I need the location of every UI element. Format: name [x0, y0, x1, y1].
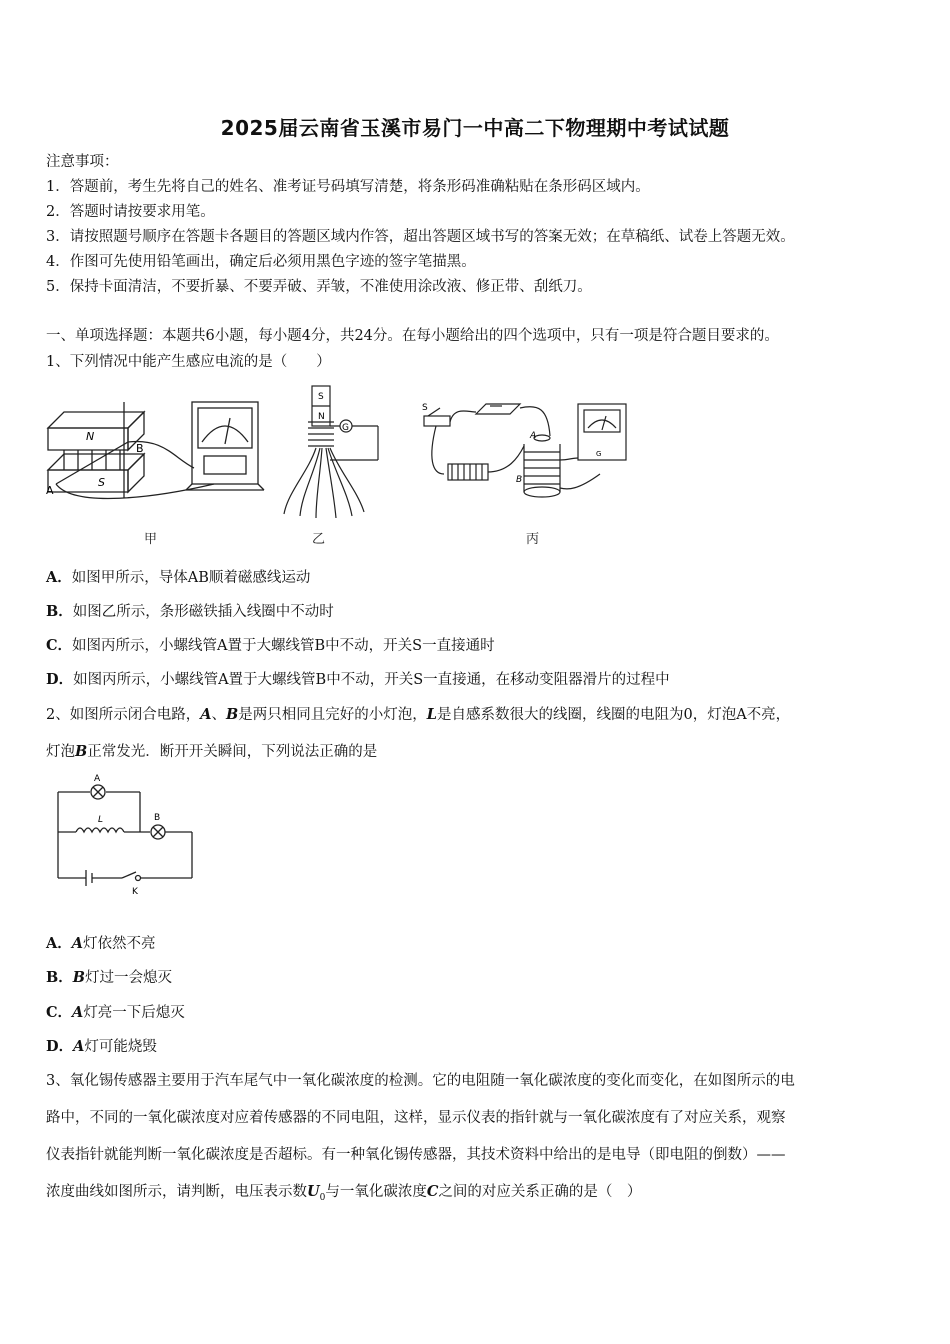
q2-option-d: [46, 1037, 157, 1057]
page-title: 2025届云南省玉溪市易门一中高二下物理期中考试试题: [220, 116, 730, 140]
stem-text: 是自感系数很大的线圈，线圈的电阻为0，灯泡A不亮，: [436, 707, 791, 723]
label-S: S: [422, 403, 428, 413]
question-2-stem-line1: [46, 705, 790, 725]
notice-item: 4．作图可先使用铅笔画出，确定后必须用黑色字迹的签字笔描黑。: [46, 254, 476, 270]
stem-text: 2、如图所示闭合电路，: [46, 707, 201, 723]
option-var: A: [71, 935, 84, 952]
var-L: L: [426, 706, 437, 723]
section-heading: 一、单项选择题：本题共6小题，每小题4分，共24分。在每小题给出的四个选项中，只有一项是符合题目要求的。: [46, 328, 779, 344]
notice-item: 5．保持卡面清洁，不要折暴、不要弄破、弄皱，不准使用涂改液、修正带、刮纸刀。: [46, 279, 592, 295]
option-var: A: [73, 1038, 85, 1055]
question-1-stem: 1、下列情况中能产生感应电流的是（ ）: [46, 354, 331, 370]
figure-jia-magnet-galvanometer: [44, 398, 274, 526]
option-letter: A．: [46, 569, 72, 586]
option-letter: B．: [46, 603, 73, 620]
question-3-line1: 3、氧化锡传感器主要用于汽车尾气中一氧化碳浓度的检测。它的电阻随一氧化碳浓度的变化而变化，在如图所示的电: [46, 1073, 795, 1089]
label-A: A: [46, 484, 54, 497]
option-text: 灯可能烧毁: [84, 1039, 157, 1055]
option-text: 如图甲所示，导体AB顺着磁感线运动: [71, 570, 311, 586]
option-text: 灯过一会熄灭: [85, 970, 173, 986]
notice-heading: 注意事项：: [46, 154, 119, 170]
stem-text: 与一氧化碳浓度: [325, 1184, 427, 1200]
label-L: L: [98, 815, 104, 825]
var-B: B: [226, 706, 239, 723]
notice-item: 1．答题前，考生先将自己的姓名、准考证号码填写清楚，将条形码准确粘贴在条形码区域内。: [46, 179, 650, 195]
option-text: 如图丙所示，小螺线管A置于大螺线管B中不动，开关S一直接通，在移动变阻器滑片的过程中: [73, 672, 670, 688]
label-B: B: [154, 813, 161, 823]
label-S: S: [98, 476, 105, 489]
option-letter: C．: [46, 637, 73, 654]
stem-text: 正常发光．断开开关瞬间，下列说法正确的是: [87, 744, 378, 760]
option-letter: B．: [46, 969, 73, 986]
q1-option-a: [46, 568, 310, 588]
question-3-line4: [46, 1182, 641, 1208]
stem-text: 之间的对应关系正确的是（ ）: [438, 1184, 642, 1200]
var-C: C: [426, 1183, 439, 1200]
option-text: 如图乙所示，条形磁铁插入线圈中不动时: [72, 604, 334, 620]
q2-option-b: [46, 968, 172, 988]
option-text: 灯亮一下后熄灭: [83, 1005, 185, 1021]
q2-option-a: [46, 934, 156, 954]
option-letter: D．: [46, 671, 74, 688]
figure-bing-solenoids-circuit: [418, 398, 638, 504]
option-text: 如图丙所示，小螺线管A置于大螺线管B中不动，开关S一直接通时: [72, 638, 495, 654]
label-B: B: [136, 442, 144, 455]
option-letter: C．: [46, 1004, 73, 1021]
label-N: N: [318, 412, 325, 422]
question-2-stem-line2: [46, 742, 377, 762]
figure-q2-circuit: [46, 772, 206, 896]
label-K: K: [132, 887, 138, 896]
label-G: G: [342, 423, 349, 433]
stem-text: 浓度曲线如图所示，请判断，电压表示数: [46, 1184, 307, 1200]
q1-option-d: [46, 670, 670, 690]
caption-bing: 丙: [526, 532, 540, 547]
option-var: A: [72, 1004, 84, 1021]
caption-yi: 乙: [312, 532, 326, 547]
stem-text: 是两只相同且完好的小灯泡，: [238, 707, 427, 723]
stem-text: 灯泡: [46, 744, 75, 760]
q1-option-c: [46, 636, 495, 656]
label-S: S: [318, 392, 324, 402]
var-U: U: [307, 1183, 320, 1200]
question-3-line2: 路中，不同的一氧化碳浓度对应着传感器的不同电阻，这样，显示仪表的指针就与一氧化碳浓度有了对应关系，观察: [46, 1110, 786, 1126]
notice-item: 2．答题时请按要求用笔。: [46, 204, 215, 220]
label-G: G: [596, 450, 602, 458]
notice-item: 3．请按照题号顺序在答题卡各题目的答题区域内作答，超出答题区域书写的答案无效；在草稿纸、试卷上答题无效。: [46, 229, 795, 245]
label-A: A: [530, 431, 537, 441]
var-A: A: [200, 706, 212, 723]
option-letter: D．: [46, 1038, 74, 1055]
figure-yi-bar-magnet-coil: [278, 382, 388, 522]
var-B: B: [75, 743, 88, 760]
subscript: 0: [319, 1192, 326, 1203]
label-N: N: [86, 430, 95, 443]
q1-option-b: [46, 602, 334, 622]
option-var: B: [72, 969, 86, 986]
caption-jia: 甲: [144, 532, 158, 547]
option-letter: A．: [46, 935, 72, 952]
option-text: 灯依然不亮: [83, 936, 156, 952]
stem-text: 、: [211, 707, 226, 723]
label-A: A: [94, 774, 101, 784]
question-3-line3: 仪表指针就能判断一氧化碳浓度是否超标。有一种氧化锡传感器，其技术资料中给出的是电导（即电阻的倒数）——: [46, 1147, 786, 1163]
q2-option-c: [46, 1003, 185, 1023]
label-B: B: [516, 475, 523, 485]
